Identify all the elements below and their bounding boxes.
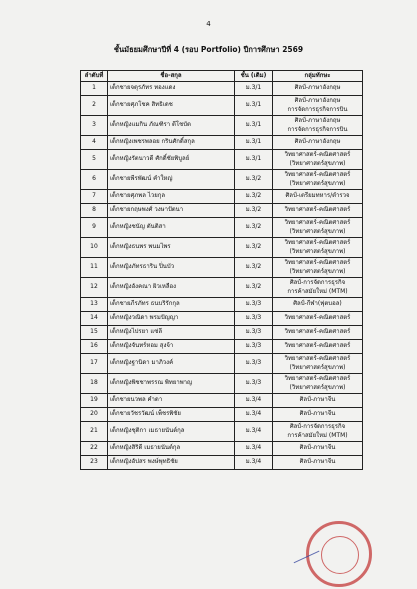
program [273,150,363,170]
program-line: ศิลป์-ภาษาจีน [299,410,336,418]
student-name: เด็กหญิงชุติกา เมธายนันต์กุล [108,422,235,442]
program [273,96,363,116]
program [273,442,363,456]
former-class: ม.3/3 [235,354,273,374]
row-number: 18 [81,374,108,394]
program-line: วิทยาศาสตร์-คณิตศาสตร์ [284,355,351,363]
program-line: วิทยาศาสตร์-คณิตศาสตร์ [284,171,351,179]
program-line: การจัดการธุรกิจการบิน [287,105,348,113]
row-number: 20 [81,408,108,422]
student-name: เด็กหญิงอังคณา ผิวเหลือง [108,278,235,298]
table-row [81,218,363,238]
document-title: ชั้นมัธยมศึกษาปีที่ 4 (รอบ Portfolio) ปีการศึกษา 2569 [113,45,304,54]
program [273,136,363,150]
program-line: ศิลป์-กีฬา(ฟุตบอล) [293,300,342,308]
former-class: ม.3/1 [235,82,273,96]
table-row [81,394,363,408]
student-name: เด็กหญิงธนพร พนมไพร [108,238,235,258]
table-header-row [81,71,363,82]
student-name: เด็กหญิงฐานิดา มาภิวงค์ [108,354,235,374]
table-row [81,190,363,204]
student-name: เด็กหญิงเพชรพลอย กรินศักดิ์สกุล [108,136,235,150]
row-number: 15 [81,326,108,340]
program-line: วิทยาศาสตร์-คณิตศาสตร์ [284,239,351,247]
table-row [81,170,363,190]
student-table [80,70,363,470]
table-row [81,354,363,374]
program-line: (วิทยาศาสตร์สุขภาพ) [289,159,346,167]
school-seal-stamp [306,521,372,587]
program [273,258,363,278]
table-row [81,422,363,442]
table-body [81,82,363,470]
program-line: ศิลป์-ภาษาอังกฤษ [294,117,341,125]
former-class: ม.3/1 [235,96,273,116]
program-line: วิทยาศาสตร์-คณิตศาสตร์ [284,328,351,336]
program-line: (วิทยาศาสตร์สุขภาพ) [289,227,346,235]
program-line: (วิทยาศาสตร์สุขภาพ) [289,247,346,255]
program-line: วิทยาศาสตร์-คณิตศาสตร์ [284,151,351,159]
program-line: ศิลป์-ภาษาอังกฤษ [294,138,341,146]
program-line: ศิลป์-ภาษาจีน [299,444,336,452]
program-line: วิทยาศาสตร์-คณิตศาสตร์ [284,375,351,383]
former-class: ม.3/2 [235,278,273,298]
row-number: 4 [81,136,108,150]
row-number: 11 [81,258,108,278]
row-number: 17 [81,354,108,374]
page-number: 4 [206,20,211,28]
program [273,312,363,326]
former-class: ม.3/3 [235,340,273,354]
student-name: เด็กชายจตุรภัทร ทองแดง [108,82,235,96]
former-class: ม.3/3 [235,374,273,394]
program-line: (วิทยาศาสตร์สุขภาพ) [289,267,346,275]
former-class: ม.3/3 [235,326,273,340]
program [273,170,363,190]
row-number: 12 [81,278,108,298]
program-line: ศิลป์-ภาษาอังกฤษ [294,97,341,105]
student-name: เด็กชายนวพล คำดา [108,394,235,408]
program-line: วิทยาศาสตร์-คณิตศาสตร์ [284,219,351,227]
row-number: 9 [81,218,108,238]
student-name: เด็กหญิงวณิดา พรมปัญญา [108,312,235,326]
header-program: กลุ่มทักษะ [273,71,363,82]
row-number: 13 [81,298,108,312]
former-class: ม.3/3 [235,312,273,326]
table-row [81,116,363,136]
program [273,190,363,204]
row-number: 16 [81,340,108,354]
row-number: 21 [81,422,108,442]
table-row [81,136,363,150]
former-class: ม.3/2 [235,204,273,218]
table-row [81,442,363,456]
table-row [81,340,363,354]
table-row [81,258,363,278]
header-no: ลำดับที่ [81,71,108,82]
row-number: 5 [81,150,108,170]
program-line: ศิลป์-การจัดการธุรกิจ [289,279,346,287]
program-line: (วิทยาศาสตร์สุขภาพ) [289,363,346,371]
student-name: เด็กหญิงภัทรธาริน ปิ่นบัว [108,258,235,278]
row-number: 22 [81,442,108,456]
table-row [81,456,363,470]
program [273,340,363,354]
program-line: วิทยาศาสตร์-คณิตศาสตร์ [284,259,351,267]
student-name: เด็กชายศุภพล ไวยกุล [108,190,235,204]
former-class: ม.3/4 [235,422,273,442]
student-name: เด็กหญิงรัตนาวดี ศักดิ์ชัยพิบูลย์ [108,150,235,170]
table-row [81,298,363,312]
program-line: ศิลป์-การจัดการธุรกิจ [289,423,346,431]
program-line: การจัดการธุรกิจการบิน [287,125,348,133]
student-name: เด็กชายพีรพัฒน์ คำใหญ่ [108,170,235,190]
student-name: เด็กหญิงจันทร์หอม สุงจ้า [108,340,235,354]
program [273,82,363,96]
program [273,374,363,394]
program [273,354,363,374]
program [273,238,363,258]
program-line: (วิทยาศาสตร์สุขภาพ) [289,383,346,391]
row-number: 14 [81,312,108,326]
table-row [81,374,363,394]
table-row [81,326,363,340]
program [273,204,363,218]
former-class: ม.3/1 [235,116,273,136]
former-class: ม.3/4 [235,456,273,470]
former-class: ม.3/4 [235,442,273,456]
program-line: วิทยาศาสตร์-คณิตศาสตร์ [284,206,351,214]
row-number: 6 [81,170,108,190]
program-line: (วิทยาศาสตร์สุขภาพ) [289,179,346,187]
former-class: ม.3/2 [235,190,273,204]
former-class: ม.3/4 [235,408,273,422]
table-row [81,408,363,422]
program-line: วิทยาศาสตร์-คณิตศาสตร์ [284,314,351,322]
program [273,218,363,238]
table-row [81,238,363,258]
program [273,456,363,470]
row-number: 10 [81,238,108,258]
former-class: ม.3/2 [235,170,273,190]
program-line: ศิลป์-เตรียมทหาร/ตำรวจ [285,192,350,200]
header-name: ชื่อ-สกุล [108,71,235,82]
program [273,422,363,442]
student-name: เด็กหญิงไปรยา แซ่ลี [108,326,235,340]
row-number: 3 [81,116,108,136]
former-class: ม.3/2 [235,238,273,258]
program [273,298,363,312]
program-line: วิทยาศาสตร์-คณิตศาสตร์ [284,342,351,350]
student-name: เด็กชายวัชรวัฒน์ เพ็ชรพิชัย [108,408,235,422]
student-name: เด็กหญิงสิริดี เมธายนันต์กุล [108,442,235,456]
table-row [81,82,363,96]
student-name: เด็กหญิงอัปสร พงษ์พุทธิชัย [108,456,235,470]
former-class: ม.3/2 [235,258,273,278]
program-line: การค้าสมัยใหม่ (MTM) [287,431,348,439]
row-number: 8 [81,204,108,218]
row-number: 19 [81,394,108,408]
former-class: ม.3/1 [235,150,273,170]
row-number: 1 [81,82,108,96]
program [273,394,363,408]
row-number: 7 [81,190,108,204]
header-class: ชั้น (เดิม) [235,71,273,82]
student-name: เด็กหญิงแมกิน ภัณฑิรา ดีโชบัต [108,116,235,136]
program-line: ศิลป์-ภาษาจีน [299,396,336,404]
program [273,408,363,422]
student-name: เด็กชายภีรภัทร ธนบริรักกุล [108,298,235,312]
program [273,326,363,340]
table-row [81,278,363,298]
row-number: 23 [81,456,108,470]
student-name: เด็กชายศุภโชค สิทธิเดช [108,96,235,116]
program [273,278,363,298]
table-row [81,204,363,218]
table-row [81,96,363,116]
program-line: ศิลป์-ภาษาจีน [299,458,336,466]
former-class: ม.3/4 [235,394,273,408]
student-name: เด็กหญิงพิชชาพรรณ พิทยาพาญ [108,374,235,394]
table-row [81,150,363,170]
program [273,116,363,136]
student-name: เด็กชายกฤษพงศ์ วงษาปัตนา [108,204,235,218]
program-line: ศิลป์-ภาษาอังกฤษ [294,84,341,92]
row-number: 2 [81,96,108,116]
program-line: การค้าสมัยใหม่ (MTM) [287,287,348,295]
table-row [81,312,363,326]
former-class: ม.3/2 [235,218,273,238]
former-class: ม.3/1 [235,136,273,150]
former-class: ม.3/3 [235,298,273,312]
student-name: เด็กหญิงชนัญ ตันติสา [108,218,235,238]
